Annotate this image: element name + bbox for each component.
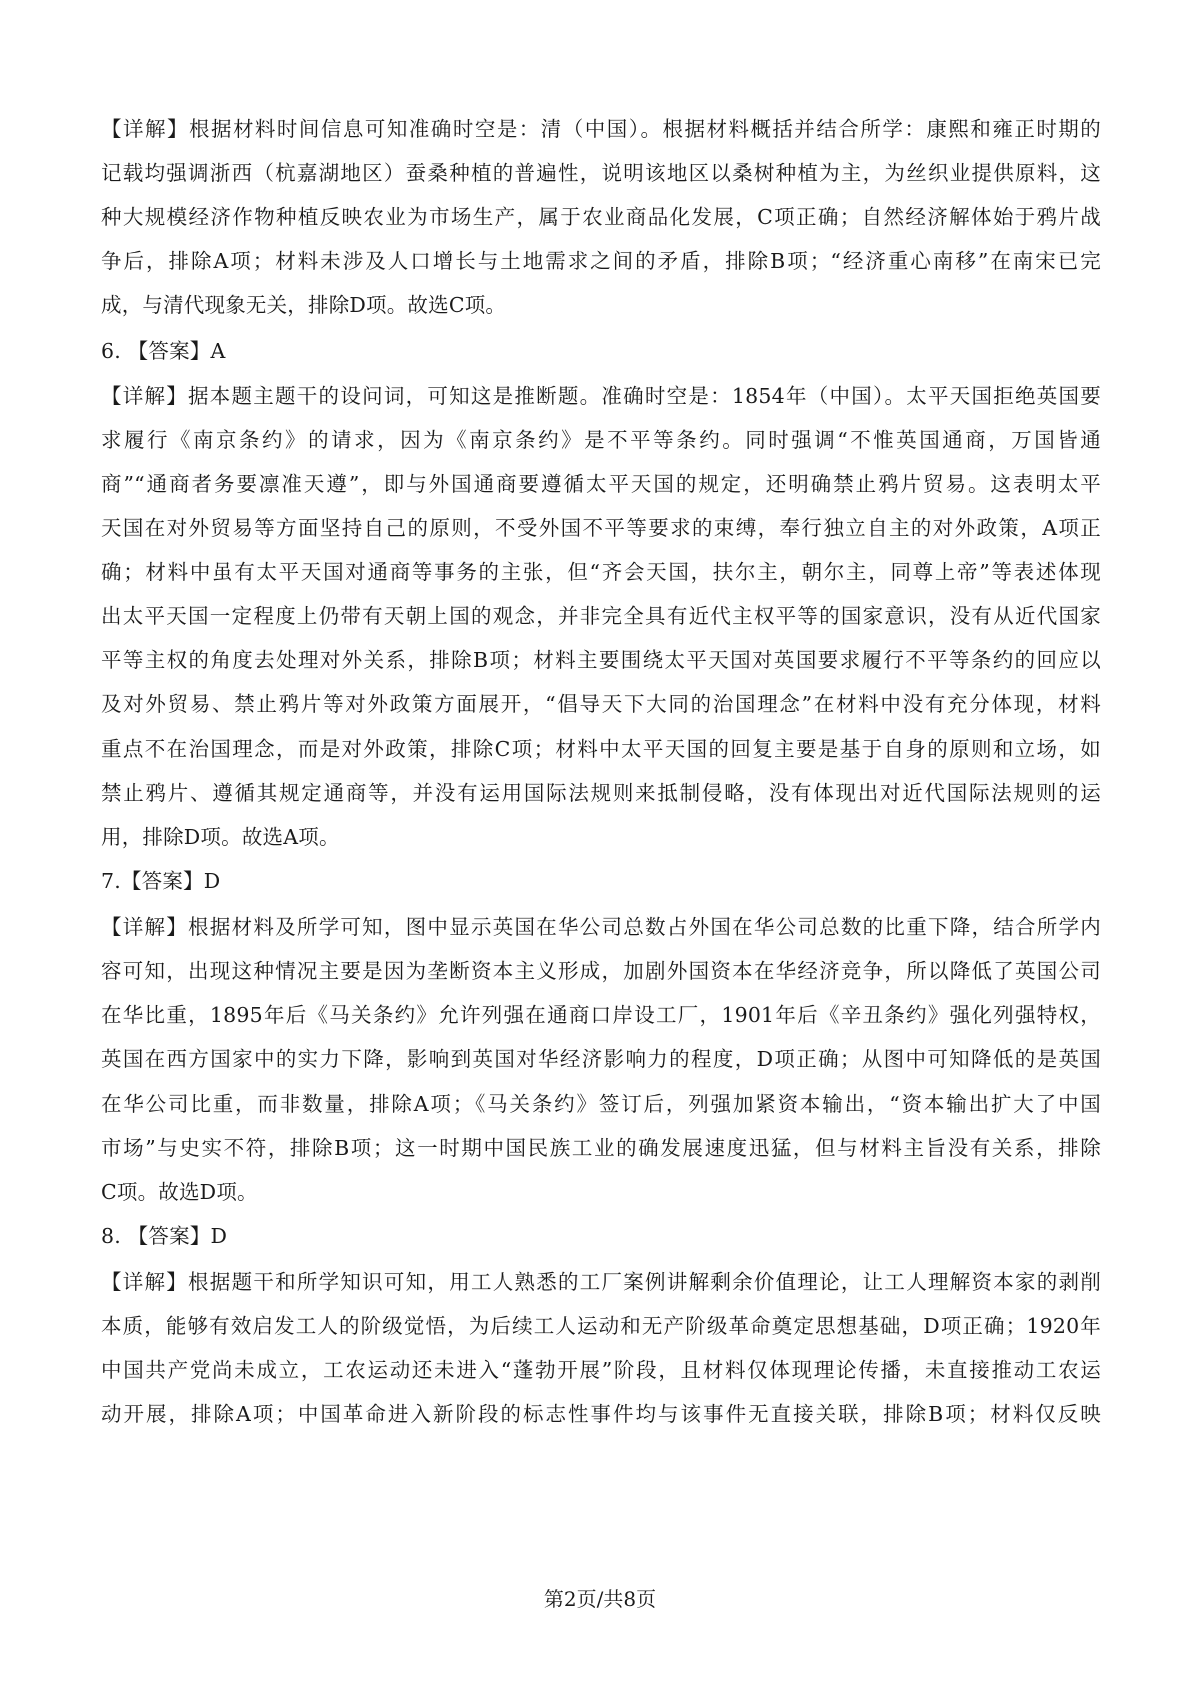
text-line: 【详解】根据题干和所学知识可知，用工人熟悉的工厂案例讲解剩余价值理论，让工人理解资本家的剥削 [101,1270,1101,1294]
text-line: 平等主权的角度去处理对外关系，排除B项；材料主要围绕太平天国对英国要求履行不平等条约的回应以 [101,648,1101,672]
text-line: 英国在西方国家中的实力下降，影响到英国对华经济影响力的程度，D项正确；从图中可知降低的是英国 [101,1047,1101,1071]
text-line: 确；材料中虽有太平天国对通商等事务的主张，但“齐会天国，扶尔主，朝尔主，同尊上帝”等表述体现 [101,560,1101,584]
text-line: 出太平天国一定程度上仍带有天朝上国的观念，并非完全具有近代主权平等的国家意识，没有从近代国家 [101,604,1101,628]
text-line: 争后，排除A项；材料未涉及人口增长与土地需求之间的矛盾，排除B项；“经济重心南移”在南宋已完 [101,249,1101,273]
text-line: 天国在对外贸易等方面坚持自己的原则，不受外国不平等要求的束缚，奉行独立自主的对外政策，A项正 [101,516,1101,540]
text-line: 及对外贸易、禁止鸦片等对外政策方面展开，“倡导天下大同的治国理念”在材料中没有充分体现，材料 [101,692,1101,716]
text-line: 本质，能够有效启发工人的阶级觉悟，为后续工人运动和无产阶级革命奠定思想基础，D项正确；1920年 [101,1314,1101,1338]
text-line: 容可知，出现这种情况主要是因为垄断资本主义形成，加剧外国资本在华经济竞争，所以降低了英国公司 [101,959,1101,983]
text-line: 用，排除D项。故选A项。 [101,825,340,849]
text-line: 种大规模经济作物种植反映农业为市场生产，属于农业商品化发展，C项正确；自然经济解体始于鸦片战 [101,205,1101,229]
text-line: 中国共产党尚未成立，工农运动还未进入“蓬勃开展”阶段，且材料仅体现理论传播，未直接推动工农运 [101,1358,1101,1382]
page-number-footer: 第2页/共8页 [543,1587,657,1611]
text-line: 动开展，排除A项；中国革命进入新阶段的标志性事件均与该事件无直接关联，排除B项；材料仅反映 [101,1402,1101,1426]
text-line: 7.【答案】D [101,869,221,893]
text-line: 市场”与史实不符，排除B项；这一时期中国民族工业的确发展速度迅猛，但与材料主旨没有关系，排除 [101,1136,1101,1160]
text-line: 记载均强调浙西（杭嘉湖地区）蚕桑种植的普遍性，说明该地区以桑树种植为主，为丝织业提供原料，这 [101,161,1101,185]
text-line: 禁止鸦片、遵循其规定通商等，并没有运用国际法规则来抵制侵略，没有体现出对近代国际法规则的运 [101,781,1101,805]
text-line: 在华比重，1895年后《马关条约》允许列强在通商口岸设工厂，1901年后《辛丑条约》强化列强特权， [101,1003,1101,1027]
text-line: 【详解】根据材料及所学可知，图中显示英国在华公司总数占外国在华公司总数的比重下降，结合所学内 [101,915,1101,939]
text-line: 求履行《南京条约》的请求，因为《南京条约》是不平等条约。同时强调“不惟英国通商，万国皆通 [101,428,1101,452]
text-line: 6. 【答案】A [101,339,226,363]
text-line: 【详解】据本题主题干的设问词，可知这是推断题。准确时空是：1854年（中国）。太平天国拒绝英国要 [101,384,1101,408]
text-line: C项。故选D项。 [101,1180,258,1204]
text-line: 【详解】根据材料时间信息可知准确时空是：清（中国）。根据材料概括并结合所学：康熙和雍正时期的 [101,117,1101,141]
text-line: 商”“通商者务要凛准天遵”，即与外国通商要遵循太平天国的规定，还明确禁止鸦片贸易。这表明太平 [101,472,1101,496]
text-line: 8. 【答案】D [101,1224,228,1248]
text-line: 在华公司比重，而非数量，排除A项；《马关条约》签订后，列强加紧资本输出，“资本输出扩大了中国 [101,1092,1101,1116]
text-line: 重点不在治国理念，而是对外政策，排除C项；材料中太平天国的回复主要是基于自身的原则和立场，如 [101,737,1101,761]
text-line: 成，与清代现象无关，排除D项。故选C项。 [101,293,507,317]
